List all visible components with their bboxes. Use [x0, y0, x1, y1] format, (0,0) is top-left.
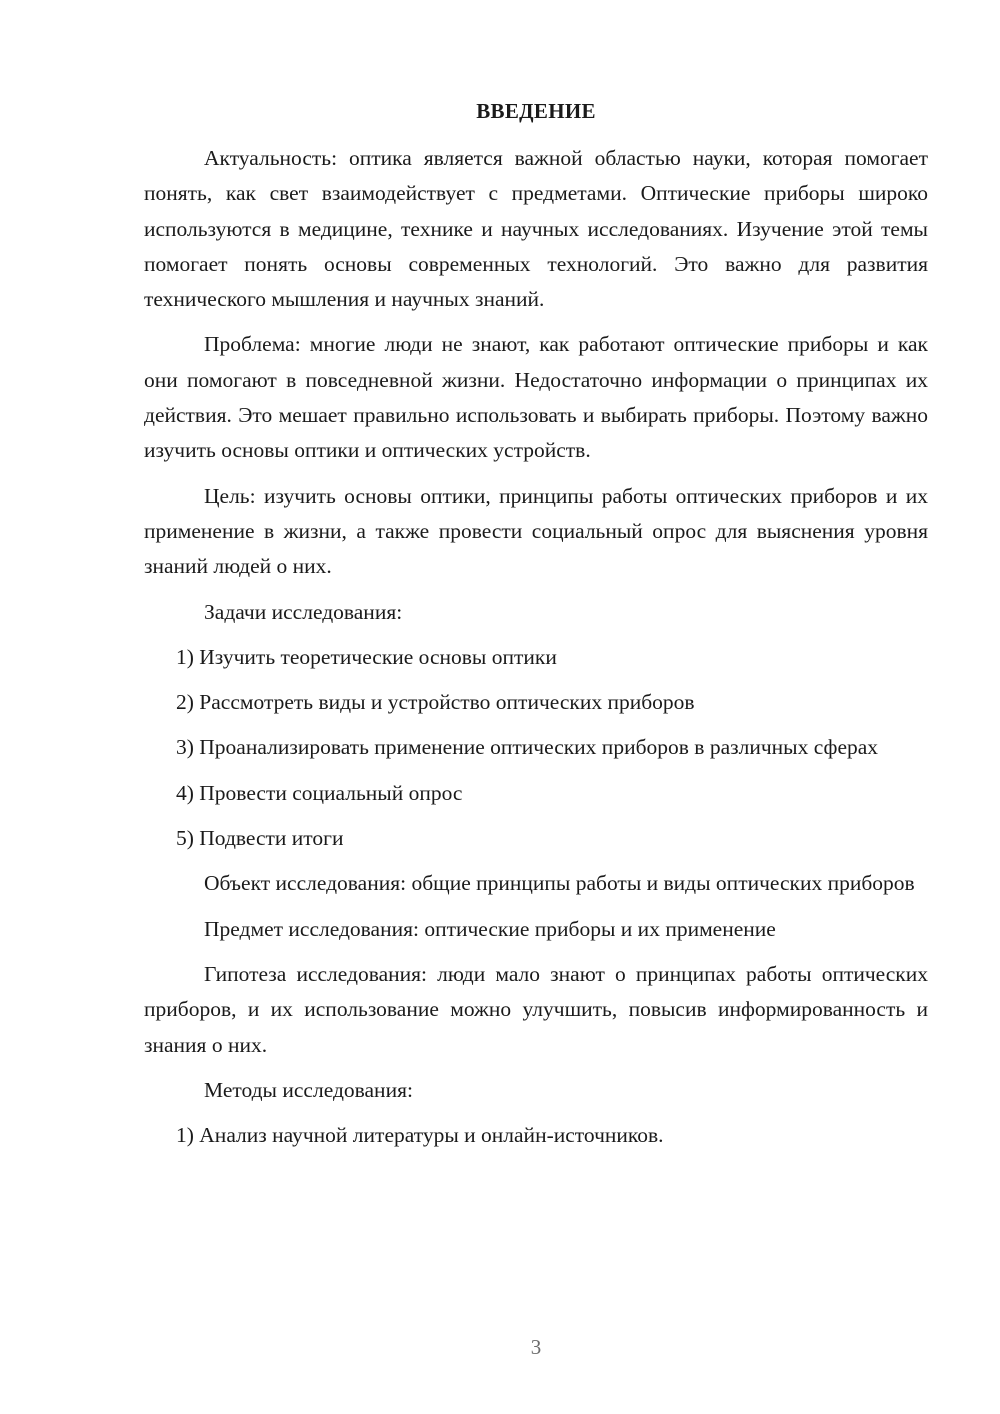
relevance-paragraph: Актуальность: оптика является важной областью науки, которая помогает понять, как свет взаимодействует с предметами. Оптические приборы широко используются в медицине, технике и научных исследованиях. Изучение этой темы помогает понять основы современных технологий. Это важно для развития технического мышления и научных знаний. [144, 146, 928, 312]
task-item: 3) Проанализировать применение оптических приборов в различных сферах [176, 735, 879, 760]
document-body [144, 141, 928, 1163]
method-item: 1) Анализ научной литературы и онлайн-источников. [176, 1123, 664, 1148]
task-item: 2) Рассмотреть виды и устройство оптических приборов [176, 690, 695, 715]
problem-paragraph: Проблема: многие люди не знают, как работают оптические приборы и как они помогают в повседневной жизни. Недостаточно информации о принципах их действия. Это мешает правильно использовать и выбирать приборы. Поэтому важно изучить основы оптики и оптических устройств. [144, 332, 928, 463]
section-title: ВВЕДЕНИЕ [476, 99, 596, 123]
task-item: 5) Подвести итоги [176, 826, 344, 851]
task-item: 1) Изучить теоретические основы оптики [176, 644, 557, 669]
goal-paragraph: Цель: изучить основы оптики, принципы работы оптических приборов и их применение в жизни, а также провести социальный опрос для выяснения уровня знаний людей о них. [144, 483, 928, 579]
object-paragraph: Объект исследования: общие принципы работы и виды оптических приборов [204, 871, 915, 896]
task-item: 4) Провести социальный опрос [176, 780, 463, 805]
hypothesis-paragraph: Гипотеза исследования: люди мало знают о принципах работы оптических приборов, и их использование можно улучшить, повысив информированность и знания о них. [144, 961, 928, 1057]
page-number: 3 [530, 1335, 542, 1359]
document-page [144, 0, 928, 1414]
subject-paragraph: Предмет исследования: оптические приборы и их применение [204, 916, 776, 941]
methods-heading: Методы исследования: [204, 1077, 413, 1102]
tasks-heading: Задачи исследования: [204, 599, 403, 624]
